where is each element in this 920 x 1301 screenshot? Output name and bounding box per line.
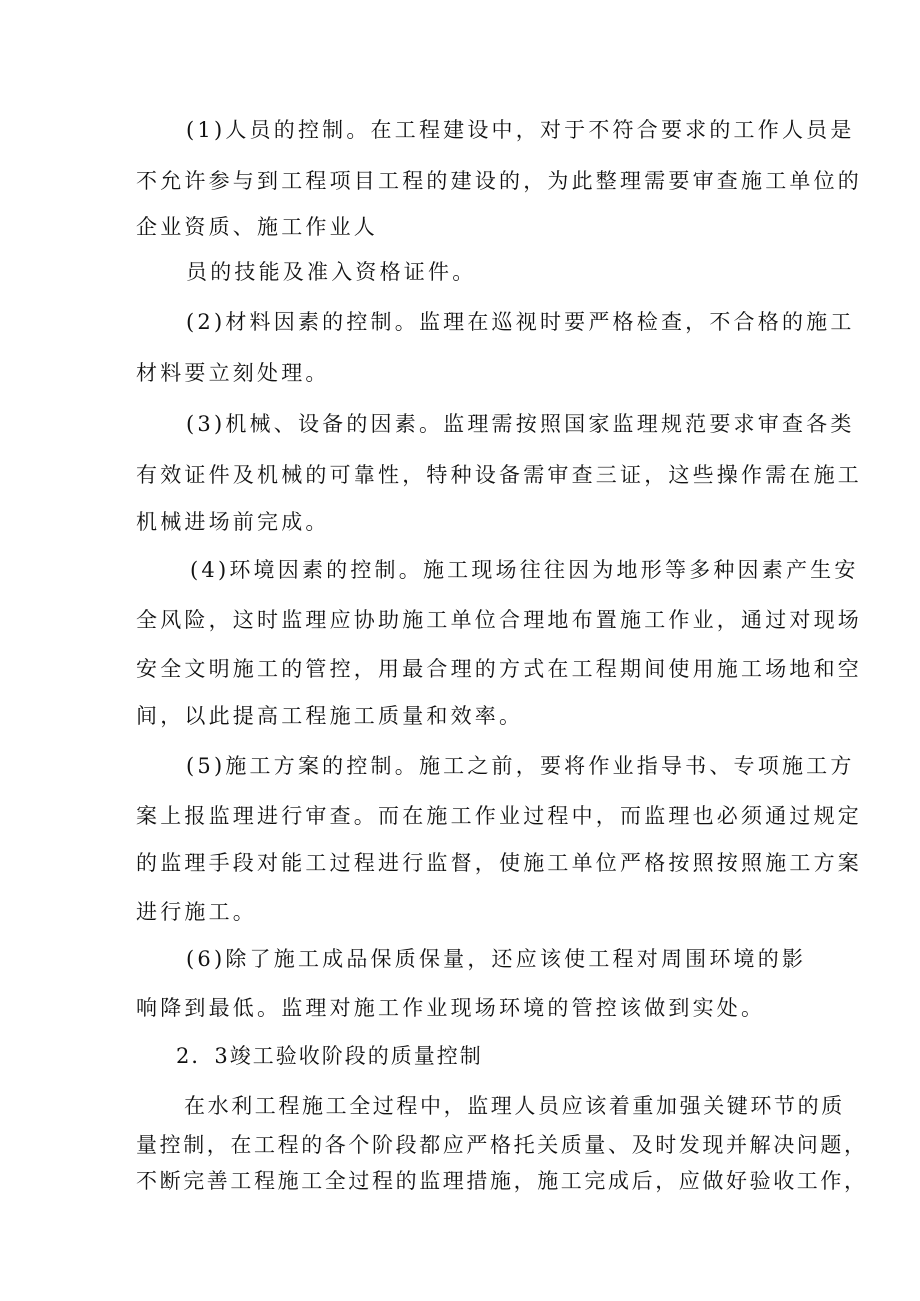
text-line: 案上报监理进行审查。而在施工作业过程中，而监理也必须通过规定 [136, 804, 862, 828]
text-line: 不允许参与到工程项目工程的建设的，为此整理需要审查施工单位的 [136, 169, 862, 193]
text-line: 安全文明施工的管控，用最合理的方式在工程期间使用施工场地和空 [136, 657, 862, 681]
text-line: 材料要立刻处理。 [136, 361, 330, 385]
section-heading: 2．3竣工验收阶段的质量控制 [176, 1044, 483, 1068]
text-line: (6)除了施工成品保质保量，还应该使工程对周围环境的影 [186, 947, 807, 971]
text-line: (5)施工方案的控制。施工之前，要将作业指导书、专项施工方 [186, 754, 855, 778]
text-line: (2)材料因素的控制。监理在巡视时要严格检查，不合格的施工 [186, 310, 855, 334]
text-line: 量控制，在工程的各个阶段都应严格托关质量、及时发现并解决问题， [136, 1133, 868, 1157]
text-line: 间，以此提高工程施工质量和效率。 [136, 704, 524, 728]
text-line: 响降到最低。监理对施工作业现场环境的管控该做到实处。 [136, 996, 766, 1020]
text-line: 企业资质、施工作业人 [136, 215, 378, 239]
text-line: (4)环境因素的控制。施工现场往往因为地形等多种因素产生安 [190, 558, 859, 582]
text-line: (1)人员的控制。在工程建设中，对于不符合要求的工作人员是 [186, 118, 855, 142]
text-line: 全风险，这时监理应协助施工单位合理地布置施工作业，通过对现场 [136, 608, 862, 632]
text-line: 进行施工。 [136, 900, 257, 924]
text-line: 的监理手段对能工过程进行监督，使施工单位严格按照按照施工方案 [136, 851, 862, 875]
text-line: 不断完善工程施工全过程的监理措施，施工完成后，应做好验收工作， [136, 1169, 868, 1193]
text-line: 员的技能及准入资格证件。 [186, 260, 477, 284]
text-line: 在水利工程施工全过程中，监理人员应该着重加强关键环节的质 [184, 1094, 845, 1118]
text-line: (3)机械、设备的因素。监理需按照国家监理规范要求审查各类 [186, 412, 855, 436]
text-line: 机械进场前完成。 [136, 510, 330, 534]
text-line: 有效证件及机械的可靠性，特种设备需审查三证，这些操作需在施工 [136, 463, 862, 487]
